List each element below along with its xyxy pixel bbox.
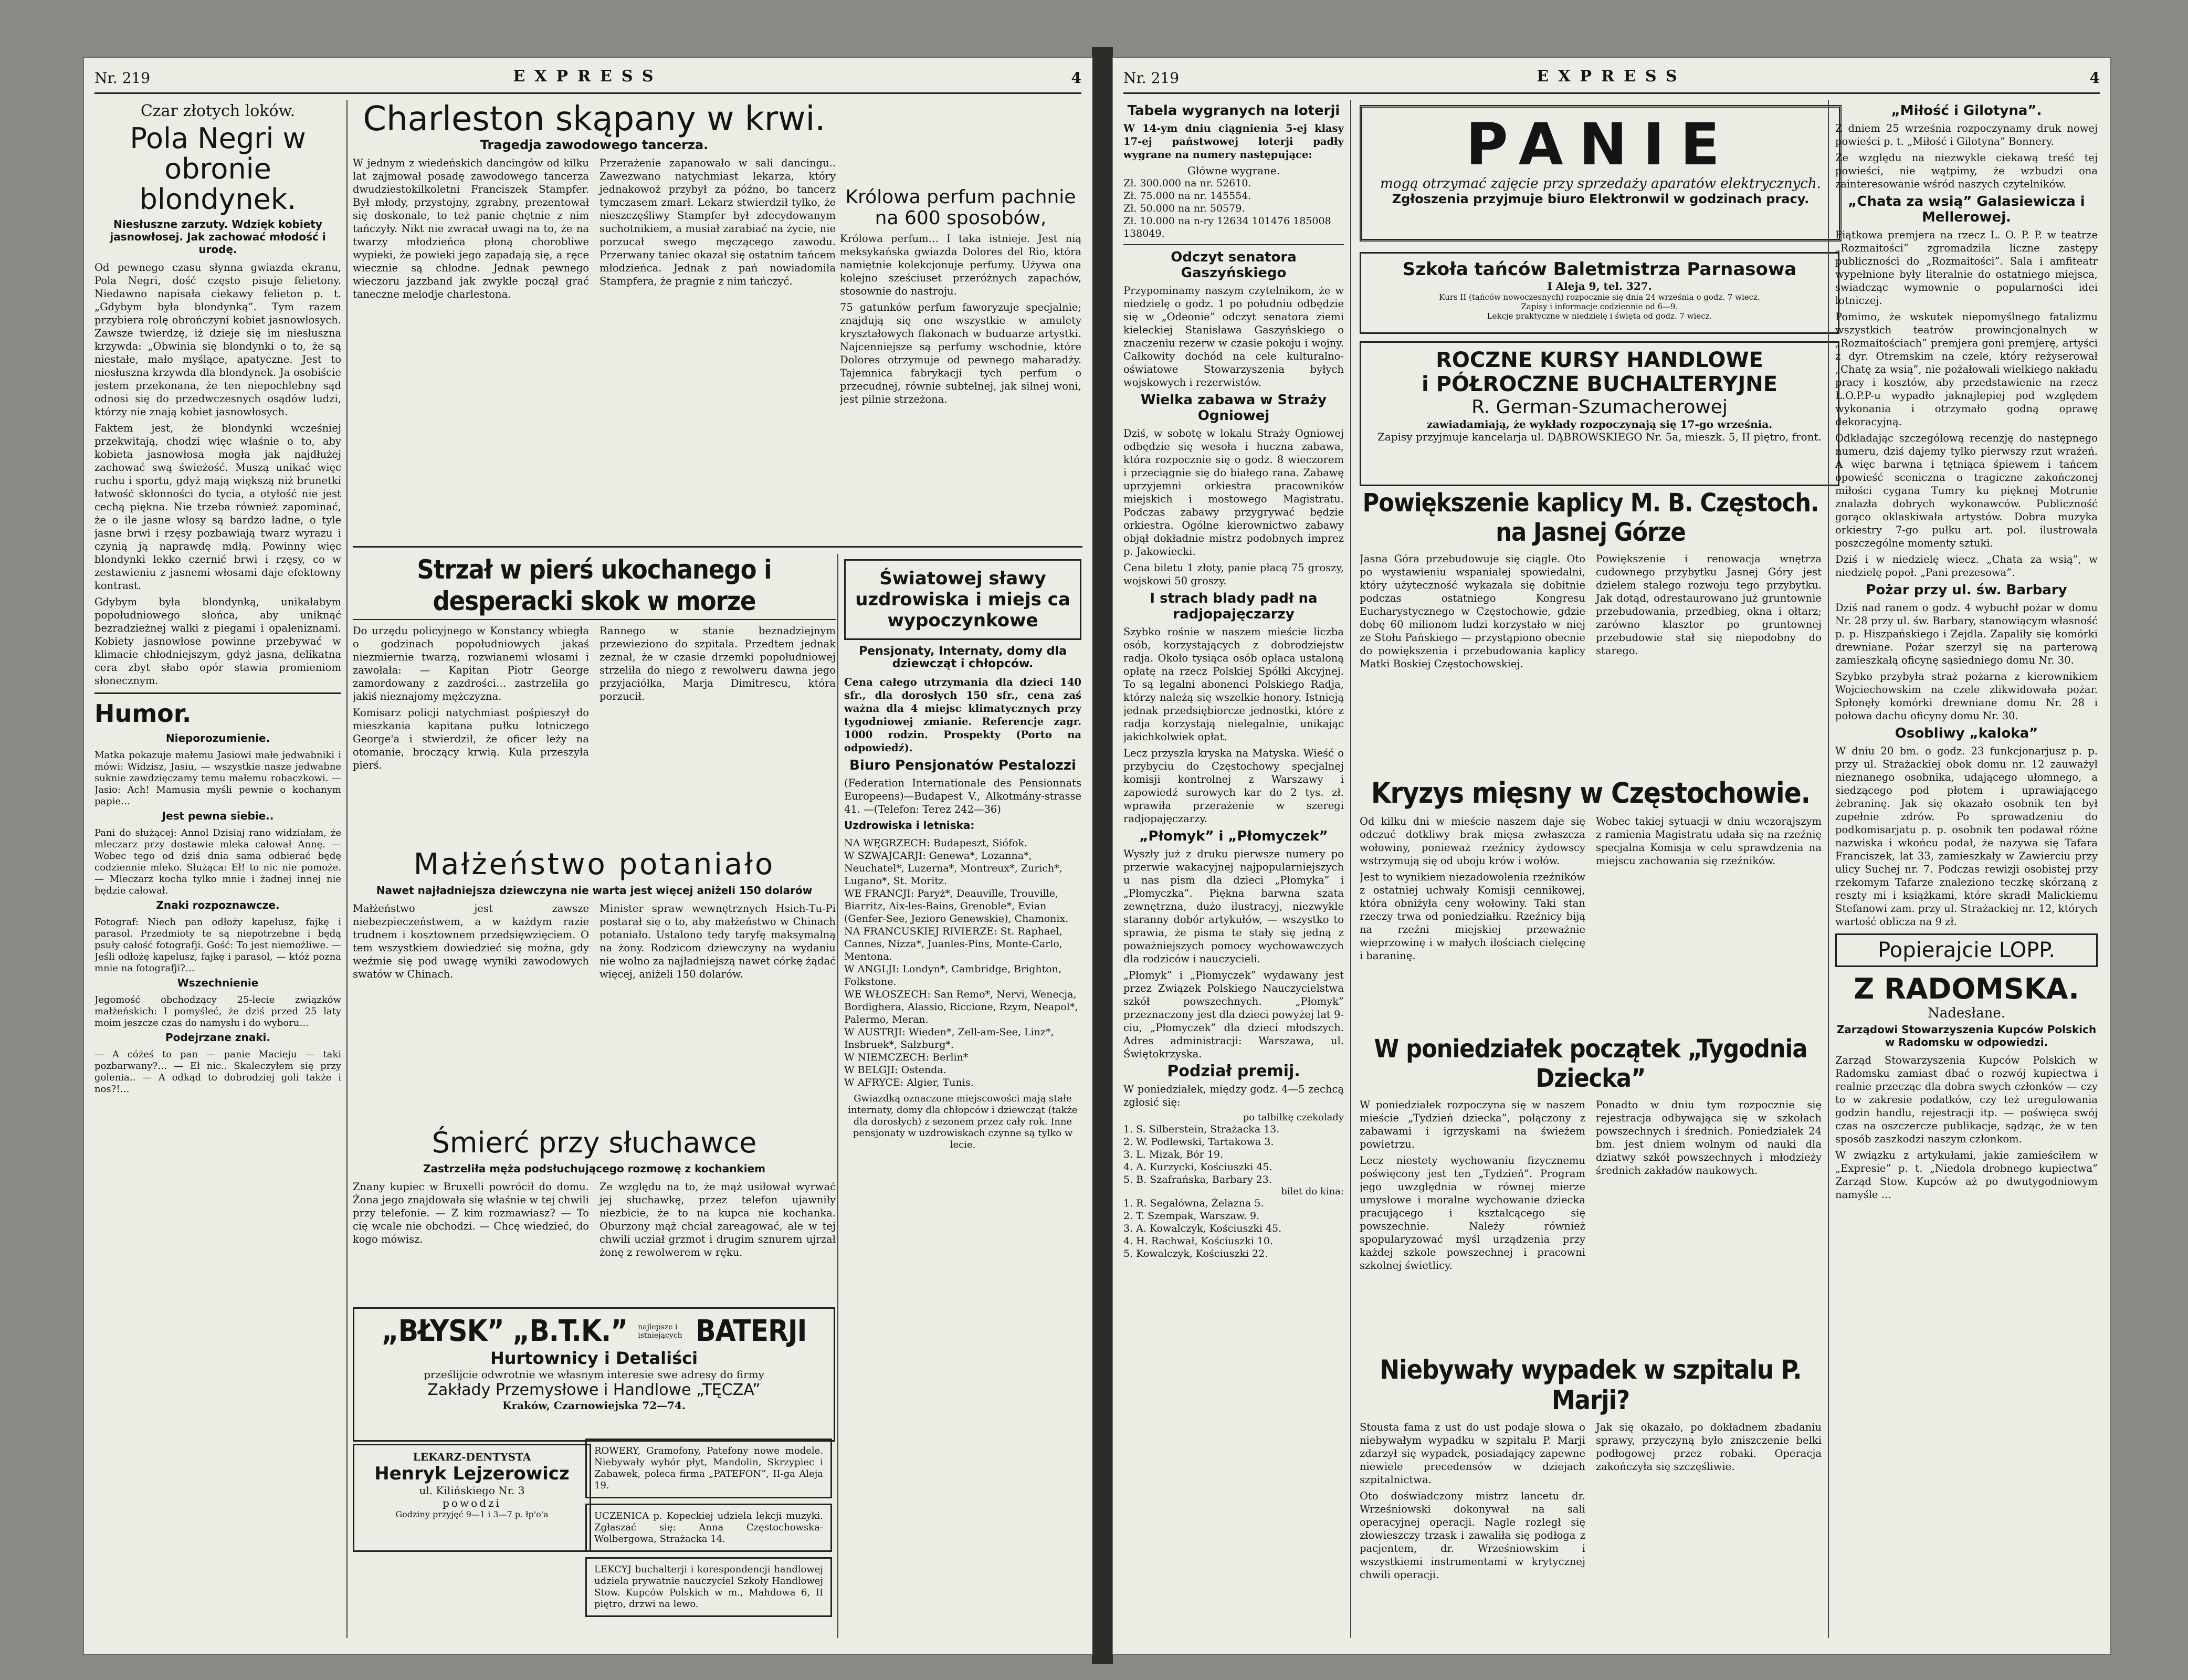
humor-title: Humor. <box>94 699 192 728</box>
issue-number: Nr. 219 <box>1123 69 1180 87</box>
article-paragraph: Znany kupiec w Bruxelli powrócił do domu. Żona jego znajdowała się właśnie w tej chwili przy telefonie. — Z kim rozmawiasz? — To cię wcale nie obchodzi. — Chcę wiedzieć, do kogo mówisz. <box>353 1181 589 1245</box>
ad-line: Kurs II (tańców nowoczesnych) rozpocznie się dnia 24 września o godz. 7 wiecz. <box>1439 292 1760 302</box>
article-paragraph: Królowa perfum… I taka istnieje. Jest nią meksykańska gwiazda Dolores del Rio, która namiętnie kolekcjonuje perfumy. Używa ona kolejno sześciuset przeróżnych zapachów, stosownie do nastroju. <box>840 233 1081 297</box>
article-headline: Małżeństwo potaniało <box>413 847 775 881</box>
ad-line: Zakłady Przemysłowe i Handlowe „TĘCZA” <box>427 1381 761 1399</box>
article-paragraph: Lecz niestety wychowaniu fizycznemu poświęcony jest ten „Tydzień”. Program jego uwzględnia w równej mierze umysłowe i moralne wychowanie dziecka pracującego i kształcącego się powszechnie. Należy również spopularyzować myśl urządzenia przy każdej szkole powszechnej i pracowni szkolnej świetlicy. <box>1360 1154 1585 1272</box>
lottery-row: Zł. 300.000 na nr. 52610. <box>1123 177 1251 189</box>
left-col-1 <box>94 100 341 1643</box>
ad-line: Zapisy i informacje codziennie od 6—9. <box>1521 302 1678 311</box>
article-paragraph: Komisarz policji natychmiast pośpieszył do mieszkania kapitana pułku lotniczego George'a i stwierdził, że oficer leży na otomanie, broczący krwią. Kula przeszyła pierś. <box>353 707 589 771</box>
article-paragraph: Przypominamy naszym czytelnikom, że w niedzielę o godz. 1 po południu odbędzie się w „Odeonie” odczyt senatora ziemi kieleckiej Stanisława Gaszyńskiego o znaczeniu rezerw w czasie pokoju i wojny. Całkowity dochód na cele kulturalno-oświatowe Stowarzyszenia byłych wojskowych i rezerwistów. <box>1123 284 1344 388</box>
column-rule <box>346 100 348 1638</box>
strzal-block <box>353 554 836 827</box>
page-gutter <box>1092 47 1113 1664</box>
article-kicker: Czar złotych loków. <box>140 102 296 120</box>
footnote: Gwiazdką oznaczone miejscowości mają stałe internaty, domy dla chłopców i dziewcząt (także dla dorosłych) z sezonem przez cały rok. Inne pensjonaty w uzdrowiskach czynne są tylko w lecie. <box>848 1093 1078 1150</box>
article-headline: Niebywały wypadek w szpitalu P. Marji? <box>1380 1354 1802 1415</box>
subhead: Zarządowi Stowarzyszenia Kupców Polskich w Radomsku w odpowiedzi. <box>1836 1023 2097 1048</box>
prize-winner: 3. L. Mizak, Bór 19. <box>1123 1148 1224 1160</box>
section-title: Osobliwy „kaloka” <box>1895 726 2038 741</box>
article-paragraph: Gdybym była blondynką, unikałabym popołudniowego słońca, aby uniknąć bezradzieżnej walki z piegami i opaleniznami. Kobiety jasnowłose powinne przebywać w klimacie chłodniejszym, gdyż jasna, delikatna cera zbyt słabo opór stawia promieniom słonecznym. <box>94 596 341 687</box>
article-paragraph: Lecz przyszła kryska na Matyska. Wieść o przybyciu do Częstochowy specjalnej komisji kontrolnej z Warszawy i zapowiedź surowych kar do 2 tys. zł. wprawiła przerażenie w szeregi radjopajęczarzy. <box>1123 747 1344 825</box>
prize-list <box>1123 1197 1344 1260</box>
prize-winner: 1. R. Segałówna, Żelazna 5. <box>1123 1197 1264 1209</box>
article-subheadline: Niesłuszne zarzuty. Wdzięk kobiety jasnowłosej. Jak zachować młodość i urodę. <box>110 218 326 256</box>
section-title: I strach blady padł na radjopajęczarzy <box>1150 590 1318 622</box>
ad-line: powodzi <box>443 1497 501 1509</box>
prize-label: po talbilkę czekolady <box>1243 1111 1344 1123</box>
charleston-block <box>353 100 836 541</box>
lottery-row: Zł. 50.000 na nr. 50579. <box>1123 203 1245 214</box>
prize-winner: 2. T. Szempak, Warszaw. 9. <box>1123 1210 1260 1222</box>
page-number: 4 <box>1071 69 1081 87</box>
prize-winner: 2. W. Podlewski, Tartakowa 3. <box>1123 1136 1274 1148</box>
article-headline: Strzał w pierś ukochanego i desperacki skok w morze <box>353 554 836 620</box>
article-paragraph: Faktem jest, że blondynki wcześniej przekwitają, chodzi więc właśnie o to, aby kobieta jasnowłosa mogła jak najdłużej zachować swą świeżość. Muszą unikać więc ruchu i sportu, gdyż mają większą niż brunetki łatwość skłonności do tycia, a otyłość nie jest cechą piękna. Nie trzeba również zapominać, że o ile jasne włosy są bardzo ładne, o tyle jasne brwi i rzęsy pozbawiają twarz wyrazu i czynią ją naprawdę mdłą. Powinny więc blondynki lekko czernić brwi i rzęsy, co w zestawieniu z jasnemi włosami daje efektowny kontrast. <box>94 422 341 592</box>
classified-ad: UCZENICA p. Kopeckiej udziela lekcji muzyki. Zgłaszać się: Anna Częstochowska-Wolbergowa, Strażacka 14. <box>585 1504 832 1552</box>
article-paragraph: Przerażenie zapanowało w sali dancingu.. Zawezwano natychmiast lekarza, który jednakowoż przybył za późno, bo tancerz tymczasem zmarł. Lekarz stwierdził tylko, że nieszczęśliwy Stampfer był zdecydowanym suchotnikiem, a musiał zarabiać na życie, nie porzucał swego męczącego zawodu. Przerwany taniec okazał się ostatnim tańcem młodzieńca. Jednak z pań nowiadomiła Stampfera, że pragnie z nim tańczyć. <box>599 157 836 287</box>
article-subheadline: Zastrzeliła męża podsłuchującego rozmowę z kochankiem <box>423 1162 765 1175</box>
ad-line: LEKARZ-DENTYSTA <box>413 1451 531 1463</box>
article-paragraph: Oto doświadczony mistrz lancetu dr. Wrześniowski dokonywał na sali operacyjnej operacji. Nagle rozległ się złowieszczy trzask i zawaliła się podłoga z pacjentem, dr. Wrześniowskim i wszystkiemi instrumentami w krytycznej chwili operacji. <box>1360 1490 1585 1581</box>
prize-winner: 5. Kowalczyk, Kościuszki 22. <box>1123 1247 1268 1259</box>
subhead: Główne wygrane. <box>1187 164 1280 177</box>
ad-line: ul. Kilińskiego Nr. 3 <box>419 1484 525 1497</box>
article-paragraph: Pomimo, że wskutek niepomyślnego fatalizmu wszystkich teatrów prowincjonalnych w „Rozmaitościach” premjera goni premjerę, artyści z dyr. Otremskim na czele, który reżyserował „Chatę za wsią”, nie pożałowali wielkiego nakładu pracy i kosztów, aby przedstawienie na rzecz L.O.P.P-u wypadło jaknajlepiej pod względem wykonania i otrzymało godną oprawę dekoracyjną. <box>1835 311 2098 428</box>
prize-winner: 3. A. Kowalczyk, Kościuszki 45. <box>1123 1222 1282 1234</box>
article-paragraph: Szybko przybyła straż pożarna z kierownikiem Wojciechowskim na czele zlikwidowała pożar. Spłonęły komórki drewniane domu Nr. 28 i połowa dachu oficyny domu Nr. 30. <box>1835 670 2098 722</box>
resort-list-item: W BELGJI: Ostenda. <box>844 1064 946 1076</box>
ad-note: najlepsze i istniejących <box>638 1322 682 1340</box>
article-paragraph: Dziś i w niedzielę wiecz. „Chata za wsią”, w niedzielę popoł. „Pani prezesowa”. <box>1835 553 2098 579</box>
article-paragraph: W związku z artykułami, jakie zamieściłem w „Expresie” p. t. „Niedola drobnego kupiectwa” Zarząd Stow. Kupców aż po dwutygodniowym namyśle … <box>1835 1149 2098 1201</box>
article-paragraph: W jednym z wiedeńskich dancingów od kilku lat zajmował posadę zawodowego tancerza dwudziestokilkoletni Franciszek Stampfer. Był młody, przystojny, zgrabny, prezentował się doskonale, to też panie chętnie z nim tańczyły. Nikt nie zwracał uwagi na to, że na twarzy młodzieńca płoną chorobliwe wypieki, że powieki jego zapadają się, a ręce wiecznie są chłodne. Jednak pewnego wieczoru jazzband jak zwykle począł grać taneczne melodje charlestona. <box>353 157 589 300</box>
biuro-title: Biuro Pensjonatów Pestalozzi <box>849 758 1076 773</box>
resort-list-item: WE FRANCJI: Paryż*, Deauville, Trouville, Biarritz, Aix-les-Bains, Grenoble*, Evian (Genfer-See, Jezioro Genewskie), Chamonix. <box>844 888 1069 925</box>
szkola-ad <box>1360 252 1839 334</box>
classified-ad: ROWERY, Gramofony, Patefony nowe modele. Niebywały wybór płyt, Mandolin, Skrzypiec i Zabawek, poleca firma „PATEFON”, II-ga Aleja 19. <box>585 1438 832 1498</box>
uzdrowiska-block <box>844 554 1081 1643</box>
resort-list-item: WE WŁOSZECH: San Remo*, Nervi, Wenecja, Bordighera, Alassio, Riccione, Rzym, Neapol*, Palermo, Meran. <box>844 989 1078 1025</box>
subhead: Nadesłane. <box>1928 1005 2005 1021</box>
ad-line: prześlijcie odwrotnie we własnym interesie swe adresy do firmy <box>424 1368 764 1381</box>
ad-line: Godziny przyjęć 9—1 i 3—7 p. łp'o'a <box>395 1509 549 1519</box>
section-title: Pożar przy ul. św. Barbary <box>1866 582 2067 598</box>
column-rule <box>837 554 838 1638</box>
section-title: Odczyt senatora Gaszyńskiego <box>1171 249 1297 281</box>
article-paragraph: Wyszły już z druku pierwsze numery po przerwie wakacyjnej najpopularniejszych u nas pism dla dzieci „Płomyka” i „Płomyczka”. Piękna barwna szata zewnętrzna, dużo ilustracyj, niezwykle staranny dobór artykułów, — wszystko to sprawia, że pisma te stały się jedną z poważniejszych pomocy wychowawczych dla rodziców i nauczycieli. <box>1123 847 1344 965</box>
humor-subhead: Znaki rozpoznawcze. <box>156 899 280 911</box>
article-paragraph: Powiększenie i renowacja wnętrza cudownego przybytku Jasnej Góry jest dziełem stałego rozwoju tego przybytku. Jak dotąd, odrestaurowano już gruntownie przebudowania, przedbieg, okna i ołtarz; zarówno klasztor po gruntownej przebudowie stał się niepodobny do starego. <box>1596 553 1822 657</box>
ad-line: mogą otrzymać zajęcie przy sprzedaży aparatów elektrycznych. <box>1380 176 1821 192</box>
article-paragraph: Ponadto w dniu tym rozpocznie się rejestracja odbywająca się w szkołach powszechnych i średnich. Poniedziałek 24 bm. jest dniem wolnym od nauki dla dziatwy szkół powszechnych i młodzieży średnich zakładów naukowych. <box>1596 1099 1822 1177</box>
ad-headline: PANIE <box>1466 111 1735 178</box>
wypadek-block <box>1360 1354 1822 1648</box>
resort-list-item: W AFRYCE: Algier, Tunis. <box>844 1077 974 1088</box>
humor-text: Jegomość obchodzący 25-lecie związków małżeńskich: I pomyśleć, że dziś przed 25 laty moim jeszcze czas do namysłu i do wyboru… <box>94 994 341 1028</box>
kursy-ad <box>1360 341 1839 486</box>
page-number: 4 <box>2089 69 2100 87</box>
article-headline: Śmierć przy słuchawce <box>432 1126 757 1159</box>
ad-line: Lekcje praktyczne w niedzielę i święta od godz. 7 wiecz. <box>1487 311 1712 321</box>
article-paragraph: Od pewnego czasu słynna gwiazda ekranu, Pola Negri, dość często pisuje felietony. Niedawno napisała ciekawy felieton p. t. „Gdybym była blondynką”. Tym razem przybiera rolę obrończyni kobiet jasnowłosych. Zawsze twierdzę, iż dzieje się im niesłuszna krzywda: „Obwinia się blondynki o to, że są niestałe, mało myślące, apatyczne. Jest to niesłuszna krzywda dla blondynek. Ja osobiście jestem przekonana, że ten niepochlebny sąd odnosi się do przedwczesnych osądów ludzi, którzy nie znają kobiet jasnowłosych. <box>94 261 341 418</box>
resort-list-item: NA FRANCUSKIEJ RIVIERZE: St. Raphael, Cannes, Nizza*, Juanles-Pins, Monte-Carlo, Mentona. <box>844 926 1063 962</box>
section-title: Z RADOMSKA. <box>1854 972 2079 1005</box>
article-paragraph: Stousta fama z ust do ust podaje słowa o niebywałym wypadku w szpitalu P. Marji zdarzył się wypadek, posiadający zapewne niewiele precedensów w dziejach szpitalnictwa. <box>1360 1421 1585 1486</box>
article-paragraph: W poniedziałek rozpoczyna się w naszem mieście „Tydzień dziecka”, połączony z zabawami i igrzyskami na świeżem powietrzu. <box>1360 1099 1585 1150</box>
ad-line: Zapisy przyjmuje kancelarja ul. DĄBROWSKIEGO Nr. 5a, mieszk. 5, II piętro, front. <box>1377 430 1822 443</box>
ad-line: I Aleja 9, tel. 327. <box>1547 280 1652 292</box>
ad-brand: „BŁYSK” „B.T.K.” <box>381 1314 628 1348</box>
article-headline: Kryzys mięsny w Częstochowie. <box>1371 777 1811 810</box>
article-paragraph: Do urzędu policyjnego w Konstancy wbiegła o godzinach popołudniowych jakaś niezmiernie twarzą, rozwianemi włosami i zawołała: — Kapitan Piotr George zamordowany z zazdrości… zastrzeliła go jakiś nieznajomy mężczyzna. <box>353 625 589 702</box>
ad-line: R. German-Szumacherowej <box>1471 396 1728 418</box>
article-subheadline: Pensjonaty, Internaty, domy dla dziewcząt i chłopców. <box>859 645 1067 670</box>
article-paragraph: Minister spraw wewnętrznych Hsich-Tu-Pi postarał się o to, aby małżeństwo w Chinach potaniało. Ustalono tedy taryfę maksymalną na żony. Rodzicom dziewczyny na wydaniu nie wolno za najładniejszą nawet córkę żądać więcej, aniżeli 150 dolarów. <box>599 902 836 980</box>
prize-winner: 5. B. Szafrańska, Barbary 23. <box>1123 1173 1272 1185</box>
lottery-row: Zł. 75.000 na nr. 145554. <box>1123 190 1251 202</box>
section-title: „Płomyk” i „Płomyczek” <box>1139 828 1328 844</box>
article-paragraph: Jak się okazało, po dokładnem zbadaniu sprawy, przyczyną było zniszczenie belki podłogowej przez robaki. Operacja zakończyła się szczęśliwie. <box>1596 1421 1822 1473</box>
article-paragraph: Cena całego utrzymania dla dzieci 140 sfr., dla dorosłych 150 sfr., cena zaś ważna dla 4 miejsc klimatycznych przy tygodniowej zmianie. Referencje zagr. 1000 rodzin. Prospekty (Porto na odpowiedź). <box>844 676 1081 754</box>
section-title: Tabela wygranych na loterji <box>1127 103 1340 119</box>
paper-title: EXPRESS <box>513 67 663 86</box>
blysk-ad <box>353 1307 835 1442</box>
classified-ad: LEKCYJ buchalterji i korespondencji handlowej udziela prywatnie nauczyciel Szkoły Handlowej Stow. Kupców Polskich w m., Mahdowa 6, II piętro, drzwi na lewo. <box>585 1557 832 1617</box>
article-headline: Królowa perfum pachnie na 600 sposobów, <box>845 186 1076 229</box>
prize-list <box>1123 1123 1344 1186</box>
malzenstwo-block <box>353 845 836 1118</box>
ad-product: BATERJI <box>696 1314 807 1348</box>
article-paragraph: Dziś, w sobotę w lokalu Straży Ogniowej odbędzie się wesoła i huczna zabawa, która rozpocznie się o godz. 8 wieczorem i przeciągnie się do białego rana. Zabawę uprzyjemni orkiestra pracowników miejskich i mostowego Magistratu. Podczas zabawy przygrywać będzie orkiestra. Ogólne kierownictwo zabawy objął dokładnie mistrz podobnych imprez p. Jakowiecki. <box>1123 427 1344 558</box>
column-rule <box>1350 100 1351 1638</box>
prize-winner: 1. S. Silberstein, Strażacka 13. <box>1123 1123 1280 1135</box>
article-subheadline: Tragedja zawodowego tancerza. <box>480 138 709 152</box>
article-paragraph: Ze względu na to, że mąż usiłował wyrwać jej słuchawkę, przez telefon ujawniły niezbicie, że to na kupca nie kochanka. Oburzony mąż chciał zareagować, ale w tej chwili ucział grzmot i drugim sznurem ujrzał żonę z rewolwerem w ręku. <box>599 1181 836 1258</box>
humor-subhead: Podejrzane znaki. <box>165 1031 271 1044</box>
resort-list-item: W AUSTRJI: Wieden*, Zell-am-See, Linz*, Insbruek*, Salzburg*. <box>844 1026 1054 1051</box>
right-col-1 <box>1123 100 1344 1643</box>
article-paragraph: W poniedziałek, między godz. 4—5 zechcą zgłosić się: <box>1123 1083 1344 1108</box>
article-paragraph: Zarząd Stowarzyszenia Kupców Polskich w Radomsku zamiast dbać o rozwój kupiectwa i realnie przecząc dla dobra swych członków — czy to w zakresie podatków, czy też uregulowania godzin handlu, rejestracji itp. — poświęca swój czas na oszczercze publikacje, sądząc, że w ten sposób zaszkodzi naszym członkom. <box>1835 1054 2098 1145</box>
article-headline: Charleston skąpany w krwi. <box>363 100 826 139</box>
small-ads <box>585 1438 832 1648</box>
article-paragraph: Wobec takiej sytuacji w dniu wczorajszym z ramienia Magistratu udała się na rzeźnię specjalna Komisja w celu sprawdzenia na miejscu zachowania się rzeźników. <box>1596 815 1822 867</box>
prize-label: bilet do kina: <box>1281 1185 1344 1197</box>
article-paragraph: Rannego w stanie beznadziejnym przewieziono do szpitala. Przedtem jednak zeznał, że w czasie drzemki popołudniowej strzeliła do niego z rewolweru dawna jego przyjaciółka, Marja Dimitrescu, która porzucił. <box>599 625 836 702</box>
resort-list-item: W SZWAJCARJI: Genewa*, Lozanna*, Neuchatel*, Luzerna*, Montreux*, Zurich*, Lugano*, St. Moritz. <box>844 850 1063 887</box>
ad-line: Zgłoszenia przyjmuje biuro Elektronwil w godzinach pracy. <box>1392 192 1810 206</box>
lottery-row: Zł. 10.000 na n-ry 12634 101476 185008 138049. <box>1123 215 1331 239</box>
right-masthead <box>1123 67 2100 94</box>
right-page <box>1113 58 2110 1654</box>
article-headline: Światowej sławy uzdrowiska i miejs ca wypoczynkowe <box>855 568 1070 631</box>
article-headline: W poniedziałek początek „Tygodnia Dziecka” <box>1374 1034 1807 1093</box>
article-subheadline: Nawet najładniejsza dziewczyna nie warta jest więcej aniżeli 150 dolarów <box>376 884 813 897</box>
article-headline: Powiększenie kaplicy M. B. Częstoch. na Jasnej Górze <box>1362 488 1819 547</box>
article-paragraph: Szybko rośnie w naszem mieście liczba osób, korzystających z dobrodziejstw radja. Około tysiąca osób opłaca ustaloną opłatę na rzecz Polskiej Spółki Akcyjnej. To są legalni abonenci Polskiego Radja, którzy należą się wszelkie honory. Istnieją jednak przedsiębiorcze jednostki, które z radja korzystają nielegalnie, unikając jakichkolwiek opłat. <box>1123 625 1344 743</box>
resort-list <box>844 837 1081 1089</box>
ad-name: Henryk Lejzerowicz <box>374 1463 570 1484</box>
article-paragraph: Ze względu na niezwykle ciekawą treść tej powieści, nie wątpimy, że wzbudzi ona zainteresowanie wśród naszych czytelników. <box>1835 152 2098 190</box>
dentysta-ad <box>353 1444 591 1552</box>
panie-ad <box>1360 105 1842 242</box>
ad-line: ROCZNE KURSY HANDLOWE <box>1436 348 1763 372</box>
tydzien-block <box>1360 1034 1822 1349</box>
humor-subhead: Jest pewna siebie.. <box>162 810 274 822</box>
humor-text: Matka pokazuje małemu Jasiowi małe jedwabniki i mówi: Widzisz, Jasiu, — wszystkie nasze jedwabne suknie zawdzięczamy temu małemu robaczkowi. — Jasio: Ach! Mamusia myśli pewnie o kochanym papie… <box>94 750 341 807</box>
humor-text: Fotograf: Niech pan odłoży kapelusz, fajkę i parasol. Przedmioty te są niepotrzebne i będą psuły całość fotografji. Gość: To jest niemożliwe. — Jeśli odłożę kapelusz, fajkę i parasol, — któż pozna mnie na fotografji?… <box>94 917 341 974</box>
divider <box>353 546 1082 548</box>
left-page <box>84 58 1092 1654</box>
article-paragraph: 75 gatunków perfum faworyzuje specjalnie; znajdują się one wszystkie w amulety kryształowych flakonach w buduarze artystki. Najcenniejsze są perfumy wschodnie, które Dolores otrzymuje od pewnego maharadży. Tajemnica fabrykacji tych perfum o przecudnej, równie subtelnej, jak silnej woni, jest pilnie strzeżona. <box>840 301 1081 405</box>
article-paragraph: Małżeństwo jest zawsze niebezpieczeństwem, a w każdym razie trudnem i kosztownem przedsięwzięciem. O tem wszystkiem dowiedzieć się można, gdy weźmie się pod uwagę wyniki zawodowych swatów w Chinach. <box>353 902 589 980</box>
ad-line: Kraków, Czarnowiejska 72—74. <box>502 1399 686 1412</box>
article-paragraph: Jest to wynikiem niezadowolenia rzeźników z ostatniej uchwały Komisji cennikowej, która obniżyła ceny wołowiny. Taki stan rzeczy trwa od poniedziałku. Rzeźnicy biją na rzeźni miejskiej przeważnie wieprzowinę i w małych ilościach cielęcinę i baraninę. <box>1360 871 1585 962</box>
prize-winner: 4. A. Kurzycki, Kościuszki 45. <box>1123 1161 1272 1173</box>
humor-text: — A cóżeś to pan — panie Macieju — taki pozbarwany?… — Eł nic.. Skaleczyłem się przy golenia.. — A odkąd to dobrodziej goli także i nos?!… <box>94 1049 341 1095</box>
section-title: Podział premij. <box>1167 1062 1300 1080</box>
ad-headline: Szkoła tańców Baletmistrza Parnasowa <box>1402 259 1797 280</box>
resort-list-item: W NIEMCZECH: Berlin* <box>844 1052 969 1063</box>
resort-list-item: W ANGLJI: Londyn*, Cambridge, Brighton, Folkstone. <box>844 963 1062 988</box>
article-paragraph: Od kilku dni w mieście naszem daje się odczuć dotkliwy brak mięsa zwłaszcza wołowiny, ponieważ rzeźnicy żydowscy wstrzymują się od uboju krów i wołów. <box>1360 815 1585 867</box>
ad-line: zawiadamiają, że wykłady rozpoczynają się 17-go września. <box>1426 418 1773 430</box>
article-paragraph: Z dniem 25 września rozpoczynamy druk nowej powieści p. t. „Miłość i Gilotyna” Bonnery. <box>1835 122 2098 148</box>
krolowa-block <box>840 100 1081 541</box>
section-title: „Chata za wsią” Galasiewicza i Mellerowej. <box>1848 194 2085 225</box>
article-headline: Pola Negri w obronie blondynek. <box>130 122 306 216</box>
humor-text: Pani do służącej: Annol Dzisiaj rano widziałam, że mleczarz przy dostawie mleka całował Annę. — Wobec tego od dziś dnia sama odbierać będę codziennie mleko. Służąca: Eł! to nic nie pomoże. — Mleczarz kocha tylko mnie i żadnej innej nie będzie całował. <box>94 827 341 896</box>
ad-line: i PÓŁROCZNE BUCHALTERYJNE <box>1421 372 1778 396</box>
right-col-3 <box>1835 100 2098 1643</box>
ad-line: Hurtownicy i Detaliści <box>490 1348 698 1368</box>
article-paragraph: Odkładając szczegółową recenzję do następnego numeru, dziś dajemy tylko pierwszy rzut wrażeń. A więc barwna i tętniąca śpiewem i tańcem opowieść sceniczna o tragiczne zakończonej miłości cygana Tumry ku pięknej Motrunie znalazła dobrych wykonawców. Publiczność gorąco oklaskiwała artystów. Dobra muzyka orkiestry 7-go pułku art. pol. ilustrowała poszczególne momenty sztuki. <box>1835 432 2098 549</box>
article-paragraph: Jasna Góra przebudowuje się ciągle. Oto po wystawieniu wspaniałej spowiedalni, który użyteczność wykazała się dobitnie podczas ostatniego Kongresu Eucharystycznego w Częstochowie, gdzie dobę 60 milionom ludzi korzystało w niej ze Stołu Pańskiego — przystąpiono obecnie do powiększenia i przebudowania kaplicy Matki Boskiej Częstochowskiej. <box>1360 553 1585 670</box>
biuro-address: (Federation Internationale des Pensionnats Europeens)—Budapest V., Alkotmány-strasse 41. —(Telefon: Terez 242—36) <box>844 777 1081 815</box>
article-paragraph: Cena biletu 1 złoty, panie płacą 75 groszy, wojskowi 50 groszy. <box>1123 561 1344 587</box>
smierc-block <box>353 1124 836 1297</box>
article-paragraph: Piątkowa premjera na rzecz L. O. P. P. w teatrze „Rozmaitości” zgromadziła liczne zastępy publiczności do „Rozmaitości”. Sala i amfiteatr wypełnione były literalnie do ostatniego miejsca, świadcząc wymownie o popularności idei lotniczej. <box>1835 229 2098 307</box>
column-rule <box>1828 100 1829 1638</box>
article-paragraph: W 14-ym dniu ciągnienia 5-ej klasy 17-ej państwowej loterji padły wygrane na numery następujące: <box>1123 122 1344 161</box>
lottery-list <box>1123 177 1344 240</box>
resort-list-item: NA WĘGRZECH: Budapeszt, Siófok. <box>844 837 1028 849</box>
article-paragraph: „Płomyk” i „Płomyczek” wydawany jest przez Związek Polskiego Nauczycielstwa szkół powszechnych. „Płomyk” przeznaczony jest dla dzieci powyżej lat 9-ciu, „Płomyczek” dla dzieci młodszych. Adres administracji: Warszawa, ul. Świętokrzyska. <box>1123 969 1344 1060</box>
left-masthead <box>94 67 1081 94</box>
article-paragraph: W dniu 20 bm. o godz. 23 funkcjonarjusz p. p. przy ul. Strażackiej obok domu nr. 12 zauważył nieznanego osobnika, udającego ułomnego, a siedzącego pod płotem i uprawiającego żebraninę. Jak się okazało osobnik ten był zupełnie zdrów. Po sprowadzeniu do podkomisarjatu p. p. osobnik ten podawał różne nazwiska i wkońcu podał, że nazywa się Tafara Franciszek, lat 33, zamieszkały w Zawierciu przy ulicy Suchej nr. 7. Podczas rewizji osobistej przy rzekomym Tafarze znaleziono teczkę skórzaną z reszty mi i książkami, które skradł Malickiemu Stefanowi zam. przy ul. Strażackiej nr. 12, których wartość oblicza na 9 zł. <box>1835 745 2098 928</box>
kaplica-block <box>1360 488 1822 772</box>
section-title: „Miłość i Gilotyna”. <box>1891 103 2042 119</box>
article-paragraph: Dziś nad ranem o godz. 4 wybuchł pożar w domu Nr. 28 przy ul. św. Barbary, stanowiącym własność p. p. Hiszpańskiego i Zejdla. Zapaliły się komórki drewniane. Pożar szerzył się na parterową zamieszkałą oficynę sąsiedniego domu Nr. 30. <box>1835 602 2098 666</box>
section-title: Wielka zabawa w Straży Ogniowej <box>1140 392 1327 424</box>
kryzys-block <box>1360 777 1822 1029</box>
prize-winner: 4. H. Rachwał, Kościuszki 10. <box>1123 1235 1274 1247</box>
paper-title: EXPRESS <box>1537 67 1687 86</box>
list-title: Uzdrowiska i letniska: <box>844 819 975 832</box>
lopp-banner: Popierajcie LOPP. <box>1878 938 2055 962</box>
issue-number: Nr. 219 <box>94 69 151 87</box>
divider <box>94 692 341 694</box>
humor-subhead: Nieporozumienie. <box>165 732 270 744</box>
humor-subhead: Wszechnienie <box>177 976 259 989</box>
